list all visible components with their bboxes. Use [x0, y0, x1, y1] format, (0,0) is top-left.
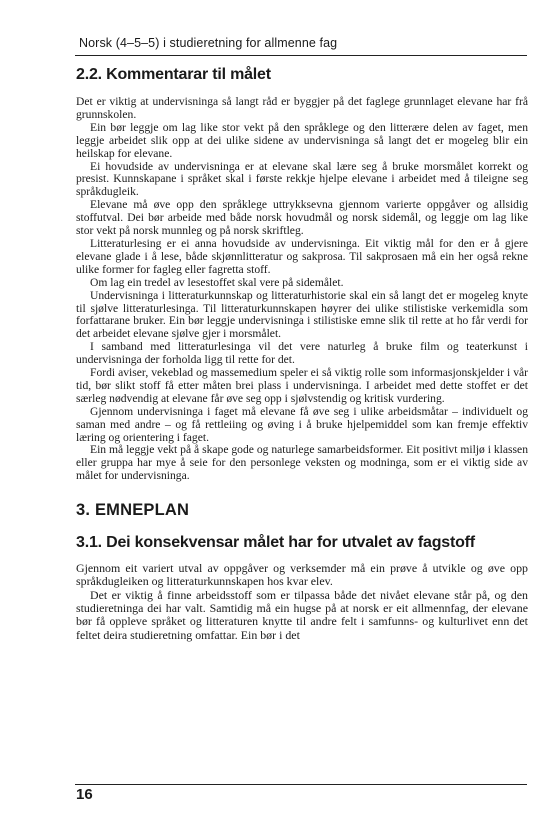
- paragraph: Gjennom undervisninga i faget må elevane få øve seg i ulike arbeidsmåtar – individuelt og saman med andre – og få rettleiing og øving i å bruke hjelpemiddel som kan fremje effektiv læring og orientering i faget.: [76, 404, 528, 444]
- page-content: [76, 66, 528, 642]
- section-heading-3-1: 3.1. Dei konsekvensar målet har for utvalet av fagstoff: [76, 534, 475, 552]
- paragraph: Ein må leggje vekt på å skape gode og naturlege samarbeidsformer. Eit positivt miljø i klassen eller gruppa har mye å seie for den personlege veksten og modninga, som er ei viktig side av målet for undervisninga.: [76, 443, 528, 483]
- paragraph: Fordi aviser, vekeblad og massemedium speler ei så viktig rolle som informasjonskjelder i vår tid, bør slikt stoff få etter måten brei plass i undervisninga. I arbeidet med dette stoffet er det særleg nødvendig at elevane får øve seg opp i sjølvstendig og kritisk vurdering.: [76, 366, 528, 405]
- header-rule: [75, 55, 527, 56]
- paragraph: Det er viktig at undervisninga så langt råd er byggjer på det faglege grunnlaget elevane har frå grunnskolen.: [76, 95, 528, 121]
- running-head: Norsk (4–5–5) i studieretning for allmenne fag: [79, 36, 338, 50]
- paragraph: I samband med litteraturlesinga vil det vere naturleg å bruke film og teaterkunst i undervisninga der forholda ligg til rette for det.: [76, 340, 528, 367]
- paragraph: Undervisninga i litteraturkunnskap og litteraturhistorie skal ein så langt det er mogeleg knyte til sjølve litteraturlesinga. Til litteraturkunnskapen høyrer dei ulike stilistiske verkemidla som forfattarane bruker. Ein bør leggje undervisninga i stilistiske emne slik til rette at ho får verdi for det arbeidet elevane sjølve gjer i morsmålet.: [76, 288, 528, 341]
- section-heading-2-2: 2.2. Kommentarar til målet: [76, 66, 271, 83]
- paragraph: Om lag ein tredel av lesestoffet skal vere på sidemålet.: [90, 275, 344, 289]
- paragraph: Det er viktig å finne arbeidsstoff som er tilpassa både det nivået elevane står på, og den studieretninga dei har valt. Samtidig må ein hugse på at norsk er eit allmennfag, der elevane bør få oppleve språket og litteraturen knytte til andre felt i samfunns- og kulturlivet enn det feltet deira studieretning omfattar. Ein bør i det: [76, 587, 528, 642]
- page-number: 16: [76, 786, 93, 803]
- chapter-heading-3: 3. EMNEPLAN: [76, 501, 190, 520]
- paragraph: Elevane må øve opp den språklege uttrykksevna gjennom varierte oppgåver og allsidig stoffutval. Dei bør arbeide med både norsk hovudmål og norsk sidemål, og leggje om lag like stor vekt på norsk munnleg og på norsk skriftleg.: [76, 198, 528, 238]
- paragraph: Gjennom eit variert utval av oppgåver og verksemder må ein prøve å utvikle og øve opp språkdugleiken og litteraturkunnskapen hos kvar elev.: [76, 561, 528, 589]
- paragraph: Ei hovudside av undervisninga er at elevane skal lære seg å bruke morsmålet korrekt og presist. Kunnskapane i språket skal i første rekkje hjelpe elevane i arbeidet med å tileigne seg språkdugleik.: [76, 159, 528, 199]
- footer-rule: [75, 784, 527, 785]
- paragraph: Ein bør leggje om lag like stor vekt på den språklege og den litterære delen av faget, men leggje arbeidet slik opp at dei ulike sidene av undervisninga så langt det er mogeleg blir ein heilskap for elevane.: [76, 120, 528, 160]
- paragraph: Litteraturlesing er ei anna hovudside av undervisninga. Eit viktig mål for den er å gjere elevane glade i å lese, både skjønnlitteratur og sakprosa. Til sakprosaen må ein her også rekne ulike former for fagleg eller fagretta stoff.: [76, 236, 528, 276]
